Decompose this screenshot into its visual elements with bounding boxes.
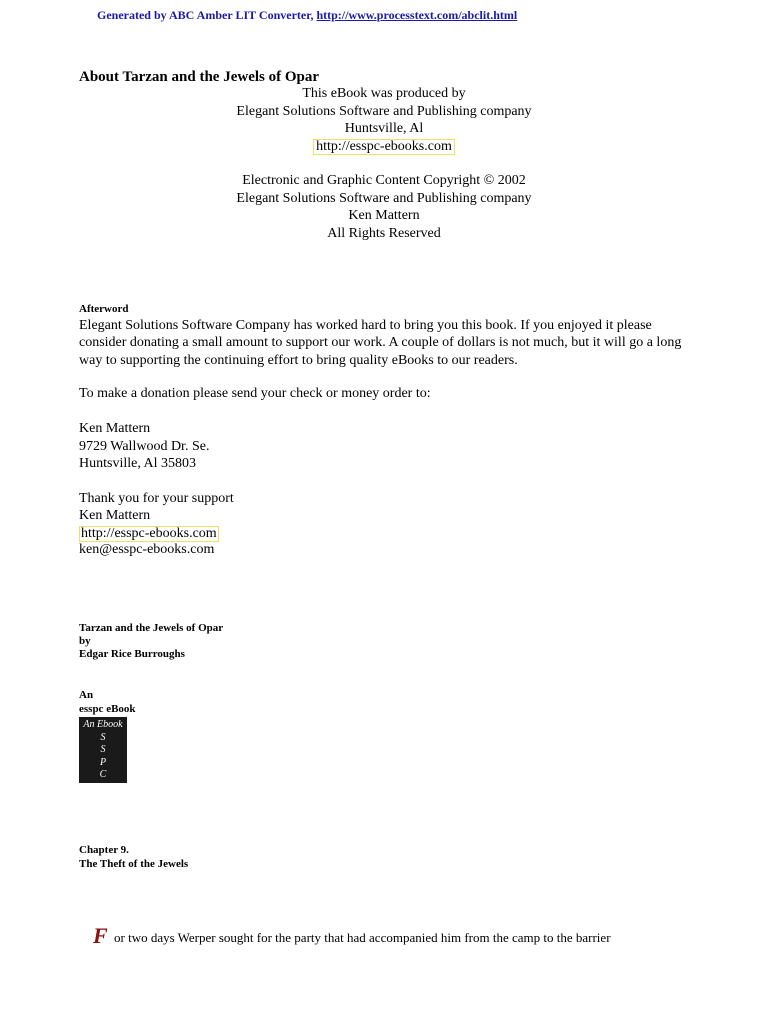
- cover-image: [79, 717, 127, 783]
- address-city: Huntsville, Al 35803: [79, 456, 197, 471]
- about-title: About Tarzan and the Jewels of Opar: [79, 69, 320, 85]
- website-link[interactable]: http://esspc-ebooks.com: [313, 139, 455, 155]
- converter-text: Generated by ABC Amber LIT Converter,: [97, 8, 317, 22]
- thanks-line: Thank you for your support: [79, 490, 234, 506]
- afterword-paragraph: Elegant Solutions Software Company has worked hard to bring you this book. If you enjoyed it please consider donating a small amount to support our work. A couple of dollars is not much, but it will go a long way to supporting the continuing effort to bring quality eBooks to our readers.: [79, 318, 682, 368]
- sign-website-link[interactable]: http://esspc-ebooks.com: [81, 525, 217, 541]
- sign-website-line: [79, 526, 219, 542]
- website-line: [0, 139, 768, 155]
- afterword-heading: Afterword: [79, 303, 129, 315]
- company-line: Elegant Solutions Software and Publishing company: [236, 103, 532, 119]
- produced-by-line: This eBook was produced by: [302, 86, 466, 101]
- cover-line: S: [100, 744, 106, 756]
- rights-line: All Rights Reserved: [327, 225, 441, 241]
- chapter-title: The Theft of the Jewels: [79, 858, 189, 870]
- drop-cap: F: [93, 923, 108, 948]
- copyright-line: Electronic and Graphic Content Copyright © 2002: [242, 173, 526, 188]
- company-line-2: Elegant Solutions Software and Publishing company: [236, 190, 532, 206]
- cover-line: C: [99, 769, 107, 781]
- chapter-number: Chapter 9.: [79, 844, 129, 856]
- book-author: Edgar Rice Burroughs: [79, 648, 185, 660]
- sign-name: Ken Mattern: [79, 508, 151, 523]
- cover-line: An Ebook: [83, 719, 123, 730]
- address-street: 9729 Wallwood Dr. Se.: [79, 438, 210, 454]
- chapter-first-line: or two days Werper sought for the party that had accompanied him from the camp to the barrier: [114, 930, 611, 945]
- sign-email: ken@esspc-ebooks.com: [79, 542, 215, 557]
- cover-line: S: [100, 731, 106, 743]
- book-title: Tarzan and the Jewels of Opar: [79, 622, 224, 634]
- an-label: An: [79, 689, 94, 701]
- cover-line: P: [99, 756, 107, 768]
- esspc-ebook-label: esspc eBook: [79, 703, 136, 715]
- donation-intro: To make a donation please send your check or money order to:: [79, 386, 431, 401]
- book-by: by: [79, 635, 91, 647]
- address-name: Ken Mattern: [79, 421, 151, 436]
- converter-link[interactable]: http://www.processtext.com/abclit.html: [316, 8, 518, 22]
- city-line: Huntsville, Al: [344, 121, 424, 136]
- converter-banner: [97, 8, 517, 23]
- author-name-line: Ken Mattern: [348, 208, 420, 223]
